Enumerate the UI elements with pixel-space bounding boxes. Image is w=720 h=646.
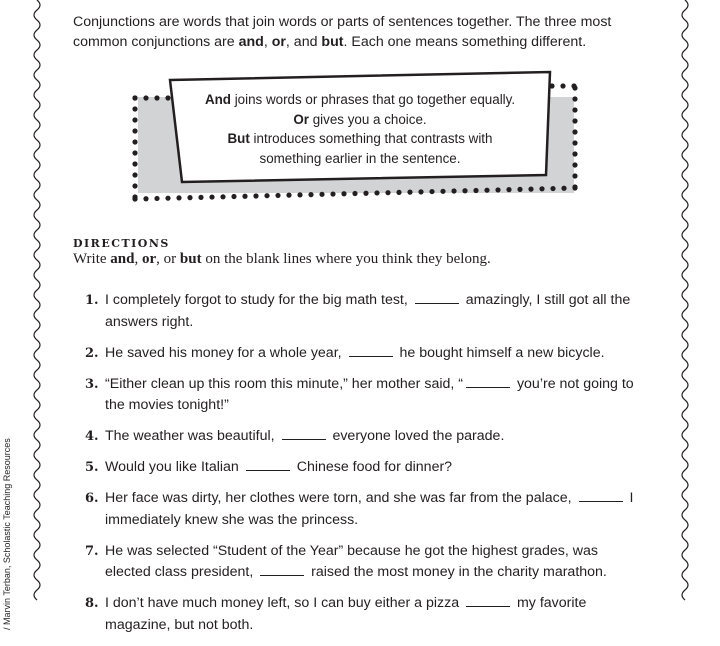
callout-dot: [506, 187, 511, 192]
answer-blank-1[interactable]: [415, 291, 459, 304]
exercise-item-5: 5. Would you like Italian Chinese food for dinner?: [85, 459, 453, 475]
callout-dot: [176, 195, 181, 200]
callout-dot: [165, 95, 170, 100]
callout-dot: [374, 190, 379, 195]
callout-line-but: But introduces something that contrasts with: [227, 131, 493, 146]
callout-dot: [154, 196, 159, 201]
callout-dot: [528, 187, 533, 192]
callout-dot: [220, 194, 225, 199]
callout-text: [180, 90, 540, 168]
callout-dot: [253, 193, 258, 198]
intro-word-but: but: [321, 34, 344, 50]
intro-sep: , and: [285, 34, 322, 50]
answer-blank-8[interactable]: [466, 594, 510, 607]
callout-line-continued: something earlier in the sentence.: [259, 150, 461, 166]
callout-dot: [352, 191, 357, 196]
callout-dot: [231, 194, 236, 199]
callout-dot: [275, 193, 280, 198]
callout-dot: [198, 195, 203, 200]
callout-dot: [561, 186, 566, 191]
callout-dot: [264, 193, 269, 198]
callout-dot: [132, 95, 137, 100]
callout-dot: [440, 189, 445, 194]
intro-word-or: or: [271, 34, 286, 50]
callout-dot: [132, 183, 137, 188]
intro-text: . Each one means something different.: [343, 34, 587, 50]
callout-dot: [484, 188, 489, 193]
answer-blank-5[interactable]: [246, 458, 290, 471]
callout-dot: [495, 187, 500, 192]
callout-dot: [143, 95, 148, 100]
intro-sep: ,: [263, 34, 272, 50]
directions-text: Write and, or, or but on the blank lines where you think they belong.: [73, 251, 491, 267]
exercise-item-2: 2. He saved his money for a whole year, he bought himself a new bicycle.: [85, 344, 605, 361]
callout-dot: [517, 187, 522, 192]
callout-line-and: And joins words or phrases that go together equally.: [204, 92, 516, 107]
callout-dot: [572, 129, 577, 134]
callout-dot: [418, 189, 423, 194]
callout-dot: [308, 192, 313, 197]
intro-word-and: and: [238, 34, 264, 50]
callout-dot: [132, 117, 137, 122]
callout-dot: [363, 191, 368, 196]
answer-blank-4[interactable]: [282, 427, 326, 440]
callout-dot: [132, 150, 137, 155]
callout-dot: [572, 96, 577, 101]
callout-dot: [560, 83, 565, 88]
answer-blank-7[interactable]: [260, 563, 304, 576]
callout-dot: [385, 190, 390, 195]
callout-dot: [572, 151, 577, 156]
callout-dot: [572, 184, 577, 189]
callout-dot: [132, 161, 137, 166]
copyright-credit: / Marvin Terban, Scholastic Teaching Resources: [2, 438, 12, 630]
answer-blank-2[interactable]: [349, 344, 393, 357]
callout-dot: [429, 189, 434, 194]
callout-dot: [451, 188, 456, 193]
exercise-item-8: 8. I don’t have much money left, so I can buy either a pizza my favorite magazine, but not both.: [85, 595, 587, 633]
callout-dot: [330, 191, 335, 196]
callout-line-or: Or gives you a choice.: [293, 111, 427, 127]
callout-dot: [242, 194, 247, 199]
callout-dot: [473, 188, 478, 193]
exercise-item-1: 1. I completely forgot to study for the big math test, amazingly, I still got all the answers right.: [85, 292, 631, 330]
callout-dot: [297, 192, 302, 197]
callout-dot: [572, 140, 577, 145]
callout-dot: [154, 95, 159, 100]
callout-dot: [132, 196, 137, 201]
exercise-item-6: 6. Her face was dirty, her clothes were torn, and she was far from the palace, I immediately knew she was the princess.: [85, 490, 634, 528]
callout-dot: [571, 83, 576, 88]
callout-dot: [132, 139, 137, 144]
exercise-item-3: 3. “Either clean up this room this minute,” her mother said, “ you’re not going to the movies tonight!”: [85, 375, 634, 413]
callout-dot: [132, 106, 137, 111]
callout-dot: [539, 186, 544, 191]
callout-dot: [341, 191, 346, 196]
intro-text: Conjunctions are words that join words or parts of sentences together. The three most common conjunctions are: [73, 14, 612, 50]
directions-heading: DIRECTIONS: [73, 237, 170, 250]
callout-dot: [572, 173, 577, 178]
callout-dot: [462, 188, 467, 193]
callout-dot: [572, 107, 577, 112]
callout-dot: [143, 196, 148, 201]
callout-dot: [165, 196, 170, 201]
callout-dot: [396, 190, 401, 195]
callout-dot: [550, 186, 555, 191]
callout-dot: [187, 195, 192, 200]
callout-dot: [572, 118, 577, 123]
exercise-item-7: 7. He was selected “Student of the Year” because he got the highest grades, was elected class president, raised the most money in the charity marathon.: [85, 542, 607, 580]
callout-dot: [132, 128, 137, 133]
exercise-list: [85, 290, 645, 646]
callout-dot: [407, 190, 412, 195]
callout-dot: [572, 162, 577, 167]
answer-blank-3[interactable]: [466, 375, 510, 388]
callout-dot: [286, 193, 291, 198]
exercise-item-4: 4. The weather was beautiful, everyone loved the parade.: [85, 428, 505, 444]
answer-blank-6[interactable]: [579, 489, 623, 502]
callout-dot: [209, 194, 214, 199]
callout-dot: [132, 172, 137, 177]
callout-dot: [319, 192, 324, 197]
